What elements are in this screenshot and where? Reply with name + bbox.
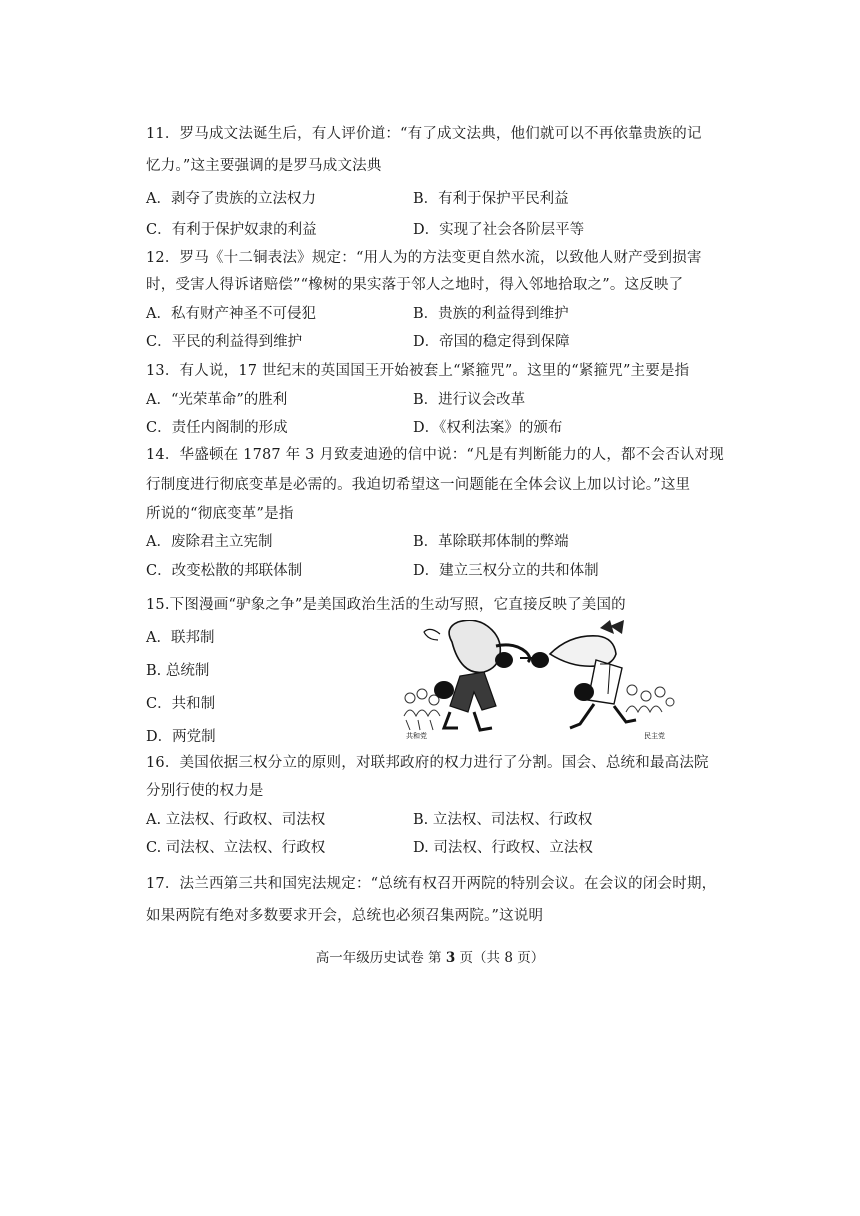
question-11-option-b: B．有利于保护平民利益 <box>413 191 569 207</box>
question-16-stem-line-2: 分别行使的权力是 <box>146 783 264 799</box>
question-11-stem-line-1: 11．罗马成文法诞生后，有人评价道：“有了成文法典，他们就可以不再依靠贵族的记 <box>146 126 702 142</box>
cartoon-label-right: 民主党 <box>644 732 665 740</box>
crowd-left <box>404 689 440 730</box>
question-13-stem-line-1: 13．有人说，17 世纪末的英国国王开始被套上“紧箍咒”。这里的“紧箍咒”主要是指 <box>146 363 690 379</box>
question-16-option-a: A. 立法权、行政权、司法权 <box>146 812 326 828</box>
question-16-option-c: C. 司法权、立法权、行政权 <box>146 840 326 856</box>
question-15-option-b: B. 总统制 <box>146 663 210 679</box>
question-15-option-c: C．共和制 <box>146 696 216 712</box>
question-11-option-d: D．实现了社会各阶层平等 <box>413 222 585 238</box>
question-14-option-a: A．废除君主立宪制 <box>146 534 273 550</box>
footer-total-pages: 8 <box>504 950 513 966</box>
question-15-option-a: A．联邦制 <box>146 630 215 646</box>
elephant-figure <box>424 620 530 730</box>
question-11-option-a: A．剥夺了贵族的立法权力 <box>146 191 316 207</box>
question-12-stem-line-1: 12．罗马《十二铜表法》规定：“用人为的方法变更自然水流，以致他人财产受到损害 <box>146 250 702 266</box>
question-16-stem-line-1: 16．美国依据三权分立的原则，对联邦政府的权力进行了分割。国会、总统和最高法院 <box>146 755 709 771</box>
question-13-option-c: C．责任内阁制的形成 <box>146 420 288 436</box>
question-12-option-b: B．贵族的利益得到维护 <box>413 306 569 322</box>
question-14-option-c: C．改变松散的邦联体制 <box>146 563 303 579</box>
donkey-figure <box>520 620 636 728</box>
crowd-right <box>626 685 674 712</box>
question-13-option-d: D．《权利法案》的颁布 <box>413 420 563 436</box>
footer-prefix: 高一年级历史试卷 第 <box>315 950 442 966</box>
question-14-stem-line-1: 14．华盛顿在 1787 年 3 月致麦迪逊的信中说：“凡是有判断能力的人，都不会否认对现 <box>146 447 724 463</box>
cartoon-label-left: 共和党 <box>406 732 427 740</box>
footer-suffix: 页） <box>517 950 545 966</box>
question-12-stem-line-2: 时，受害人得诉诸赔偿”“橡树的果实落于邻人之地时，得入邻地拾取之”。这反映了 <box>146 277 684 293</box>
question-15-option-d: D．两党制 <box>146 729 216 745</box>
question-11-option-c: C．有利于保护奴隶的利益 <box>146 222 317 238</box>
footer-middle: 页（共 <box>459 950 501 966</box>
question-11-stem-line-2: 忆力。”这主要强调的是罗马成文法典 <box>146 158 382 174</box>
question-13-option-a: A．“光荣革命”的胜利 <box>146 392 288 408</box>
page-footer <box>0 948 860 968</box>
question-12-option-c: C．平民的利益得到维护 <box>146 334 303 350</box>
question-16-option-d: D. 司法权、行政权、立法权 <box>413 840 593 856</box>
footer-page-number: 3 <box>445 950 456 966</box>
question-14-stem-line-3: 所说的“彻底变革”是指 <box>146 506 294 522</box>
question-17-stem-line-2: 如果两院有绝对多数要求开会，总统也必须召集两院。”这说明 <box>146 908 544 924</box>
question-16-option-b: B. 立法权、司法权、行政权 <box>413 812 593 828</box>
question-13-option-b: B．进行议会改革 <box>413 392 526 408</box>
question-14-option-b: B．革除联邦体制的弊端 <box>413 534 569 550</box>
question-17-stem-line-1: 17．法兰西第三共和国宪法规定：“总统有权召开两院的特别会议。在会议的闭会时期， <box>146 876 717 892</box>
donkey-elephant-cartoon <box>400 620 680 744</box>
question-12-option-a: A．私有财产神圣不可侵犯 <box>146 306 316 322</box>
question-12-option-d: D．帝国的稳定得到保障 <box>413 334 570 350</box>
question-15-stem-line-1: 15.下图漫画“驴象之争”是美国政治生活的生动写照，它直接反映了美国的 <box>146 597 626 613</box>
question-14-option-d: D．建立三权分立的共和体制 <box>413 563 599 579</box>
question-14-stem-line-2: 行制度进行彻底变革是必需的。我迫切希望这一问题能在全体会议上加以讨论。”这里 <box>146 477 691 493</box>
